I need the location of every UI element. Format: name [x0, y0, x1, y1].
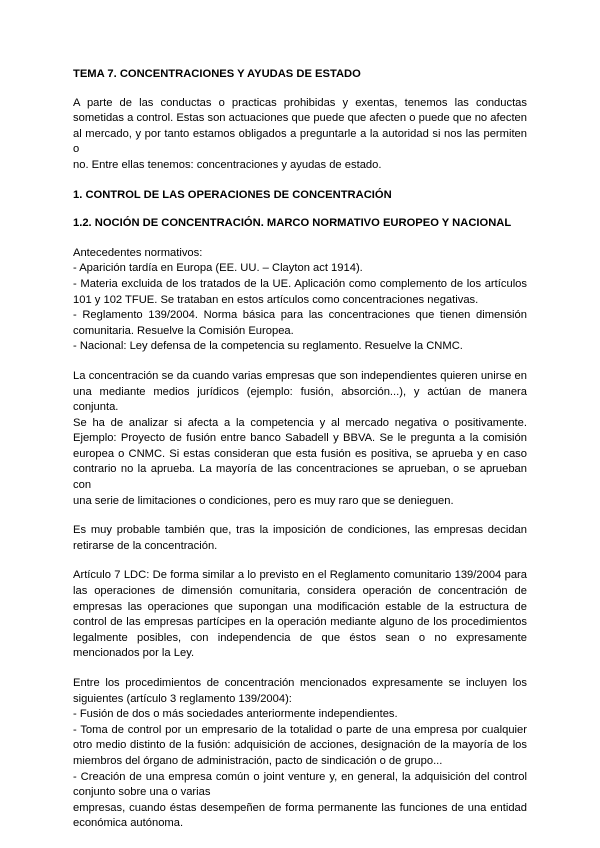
- document-title: TEMA 7. CONCENTRACIONES Y AYUDAS DE ESTADO: [73, 68, 361, 80]
- text-line: una serie de limitaciones o condiciones, pero es muy raro que se denieguen.: [73, 494, 454, 507]
- list-item: - Toma de control por un empresario de la totalidad o parte de una empresa por cualquier: [73, 723, 527, 736]
- list-item: - Creación de una empresa común o joint venture y, en general, la adquisición del control: [73, 770, 527, 783]
- text-line: comunitaria. Resuelve la Comisión Europea.: [73, 324, 294, 337]
- text-line: - Aparición tardía en Europa (EE. UU. – Clayton act 1914).: [73, 262, 363, 275]
- section-heading-1: 1. CONTROL DE LAS OPERACIONES DE CONCENTRACIÓN: [73, 188, 392, 201]
- text-line: una mediante medios jurídicos (ejemplo: fusión, absorción...), y actúan de manera conjunta.: [73, 385, 527, 414]
- text-line: - Reglamento 139/2004. Norma básica para las concentraciones que tienen dimensión: [73, 309, 527, 322]
- text-line: otro medio distinto de la fusión: adquisición de acciones, designación de la mayoría de los: [73, 739, 527, 752]
- text-line: mencionados por la Ley.: [73, 647, 195, 660]
- concentracion-paragraph: [73, 369, 527, 509]
- text-line: miembros del órgano de administración, pacto de sindicación o de grupo...: [73, 754, 443, 767]
- text-line: al mercado, y por tanto estamos obligados a preguntarle a la autoridad si nos las permiten o: [73, 127, 527, 156]
- text-line: 101 y 102 TFUE. Se trataban en estos artículos como concentraciones negativas.: [73, 293, 479, 306]
- text-line: Ejemplo: Proyecto de fusión entre banco Sabadell y BBVA. Se le pregunta a la comisión: [73, 432, 527, 445]
- antecedentes-heading: Antecedentes normativos:: [73, 246, 203, 259]
- retirarse-paragraph: [73, 523, 527, 554]
- intro-paragraph: [73, 96, 527, 174]
- text-line: Se ha de analizar si afecta a la competencia y al mercado negativa o positivamente.: [73, 416, 527, 429]
- text-line: siguientes (artículo 3 reglamento 139/2004):: [73, 692, 292, 705]
- text-line: sometidas a control. Estas son actuaciones que puede que afecten o puede que no afecten: [73, 112, 527, 125]
- section-heading-1-2: 1.2. NOCIÓN DE CONCENTRACIÓN. MARCO NORMATIVO EUROPEO Y NACIONAL: [73, 217, 512, 230]
- text-line: Entre los procedimientos de concentración mencionados expresamente se incluyen los: [73, 677, 527, 689]
- text-line: retirarse de la concentración.: [73, 539, 218, 552]
- antecedentes-paragraph: [73, 246, 527, 355]
- text-line: La concentración se da cuando varias empresas que son independientes quieren unirse en: [73, 369, 527, 382]
- text-line: A parte de las conductas o practicas prohibidas y exentas, tenemos las conductas: [73, 96, 527, 109]
- text-line: las operaciones de dimensión comunitaria, considera operación de concentración de: [73, 585, 527, 598]
- text-line: europea o CNMC. Si estas consideran que esta fusión es positiva, se aprueba y en caso: [73, 447, 527, 460]
- text-line: empresas, cuando éstas desempeñen de forma permanente las funciones de una entidad: [73, 801, 527, 814]
- text-line: - Nacional: Ley defensa de la competencia su reglamento. Resuelve la CNMC.: [73, 340, 463, 353]
- procedimientos-paragraph: [73, 676, 527, 832]
- document-body: [73, 67, 527, 832]
- text-line: Es muy probable también que, tras la imposición de condiciones, las empresas decidan: [73, 524, 527, 537]
- text-line: conjunto sobre una o varias: [73, 786, 211, 799]
- text-line: legalmente posibles, con independencia de que éstos sean o no expresamente: [73, 631, 527, 644]
- articulo7-paragraph: [73, 568, 527, 662]
- list-item: - Fusión de dos o más sociedades anteriormente independientes.: [73, 708, 398, 721]
- text-line: económica autónoma.: [73, 817, 184, 830]
- text-line: contrario no la aprueba. La mayoría de las concentraciones se aprueban, o se aprueban con: [73, 463, 527, 492]
- text-line: no. Entre ellas tenemos: concentraciones y ayudas de estado.: [73, 158, 382, 171]
- text-line: Artículo 7 LDC: De forma similar a lo previsto en el Reglamento comunitario 139/2004 para: [73, 569, 527, 582]
- text-line: control de las empresas partícipes en la operación mediante alguno de los procedimientos: [73, 616, 527, 629]
- text-line: - Materia excluida de los tratados de la UE. Aplicación como complemento de los artículos: [73, 277, 527, 290]
- text-line: empresas las operaciones que supongan una modificación estable de la estructura de: [73, 600, 527, 613]
